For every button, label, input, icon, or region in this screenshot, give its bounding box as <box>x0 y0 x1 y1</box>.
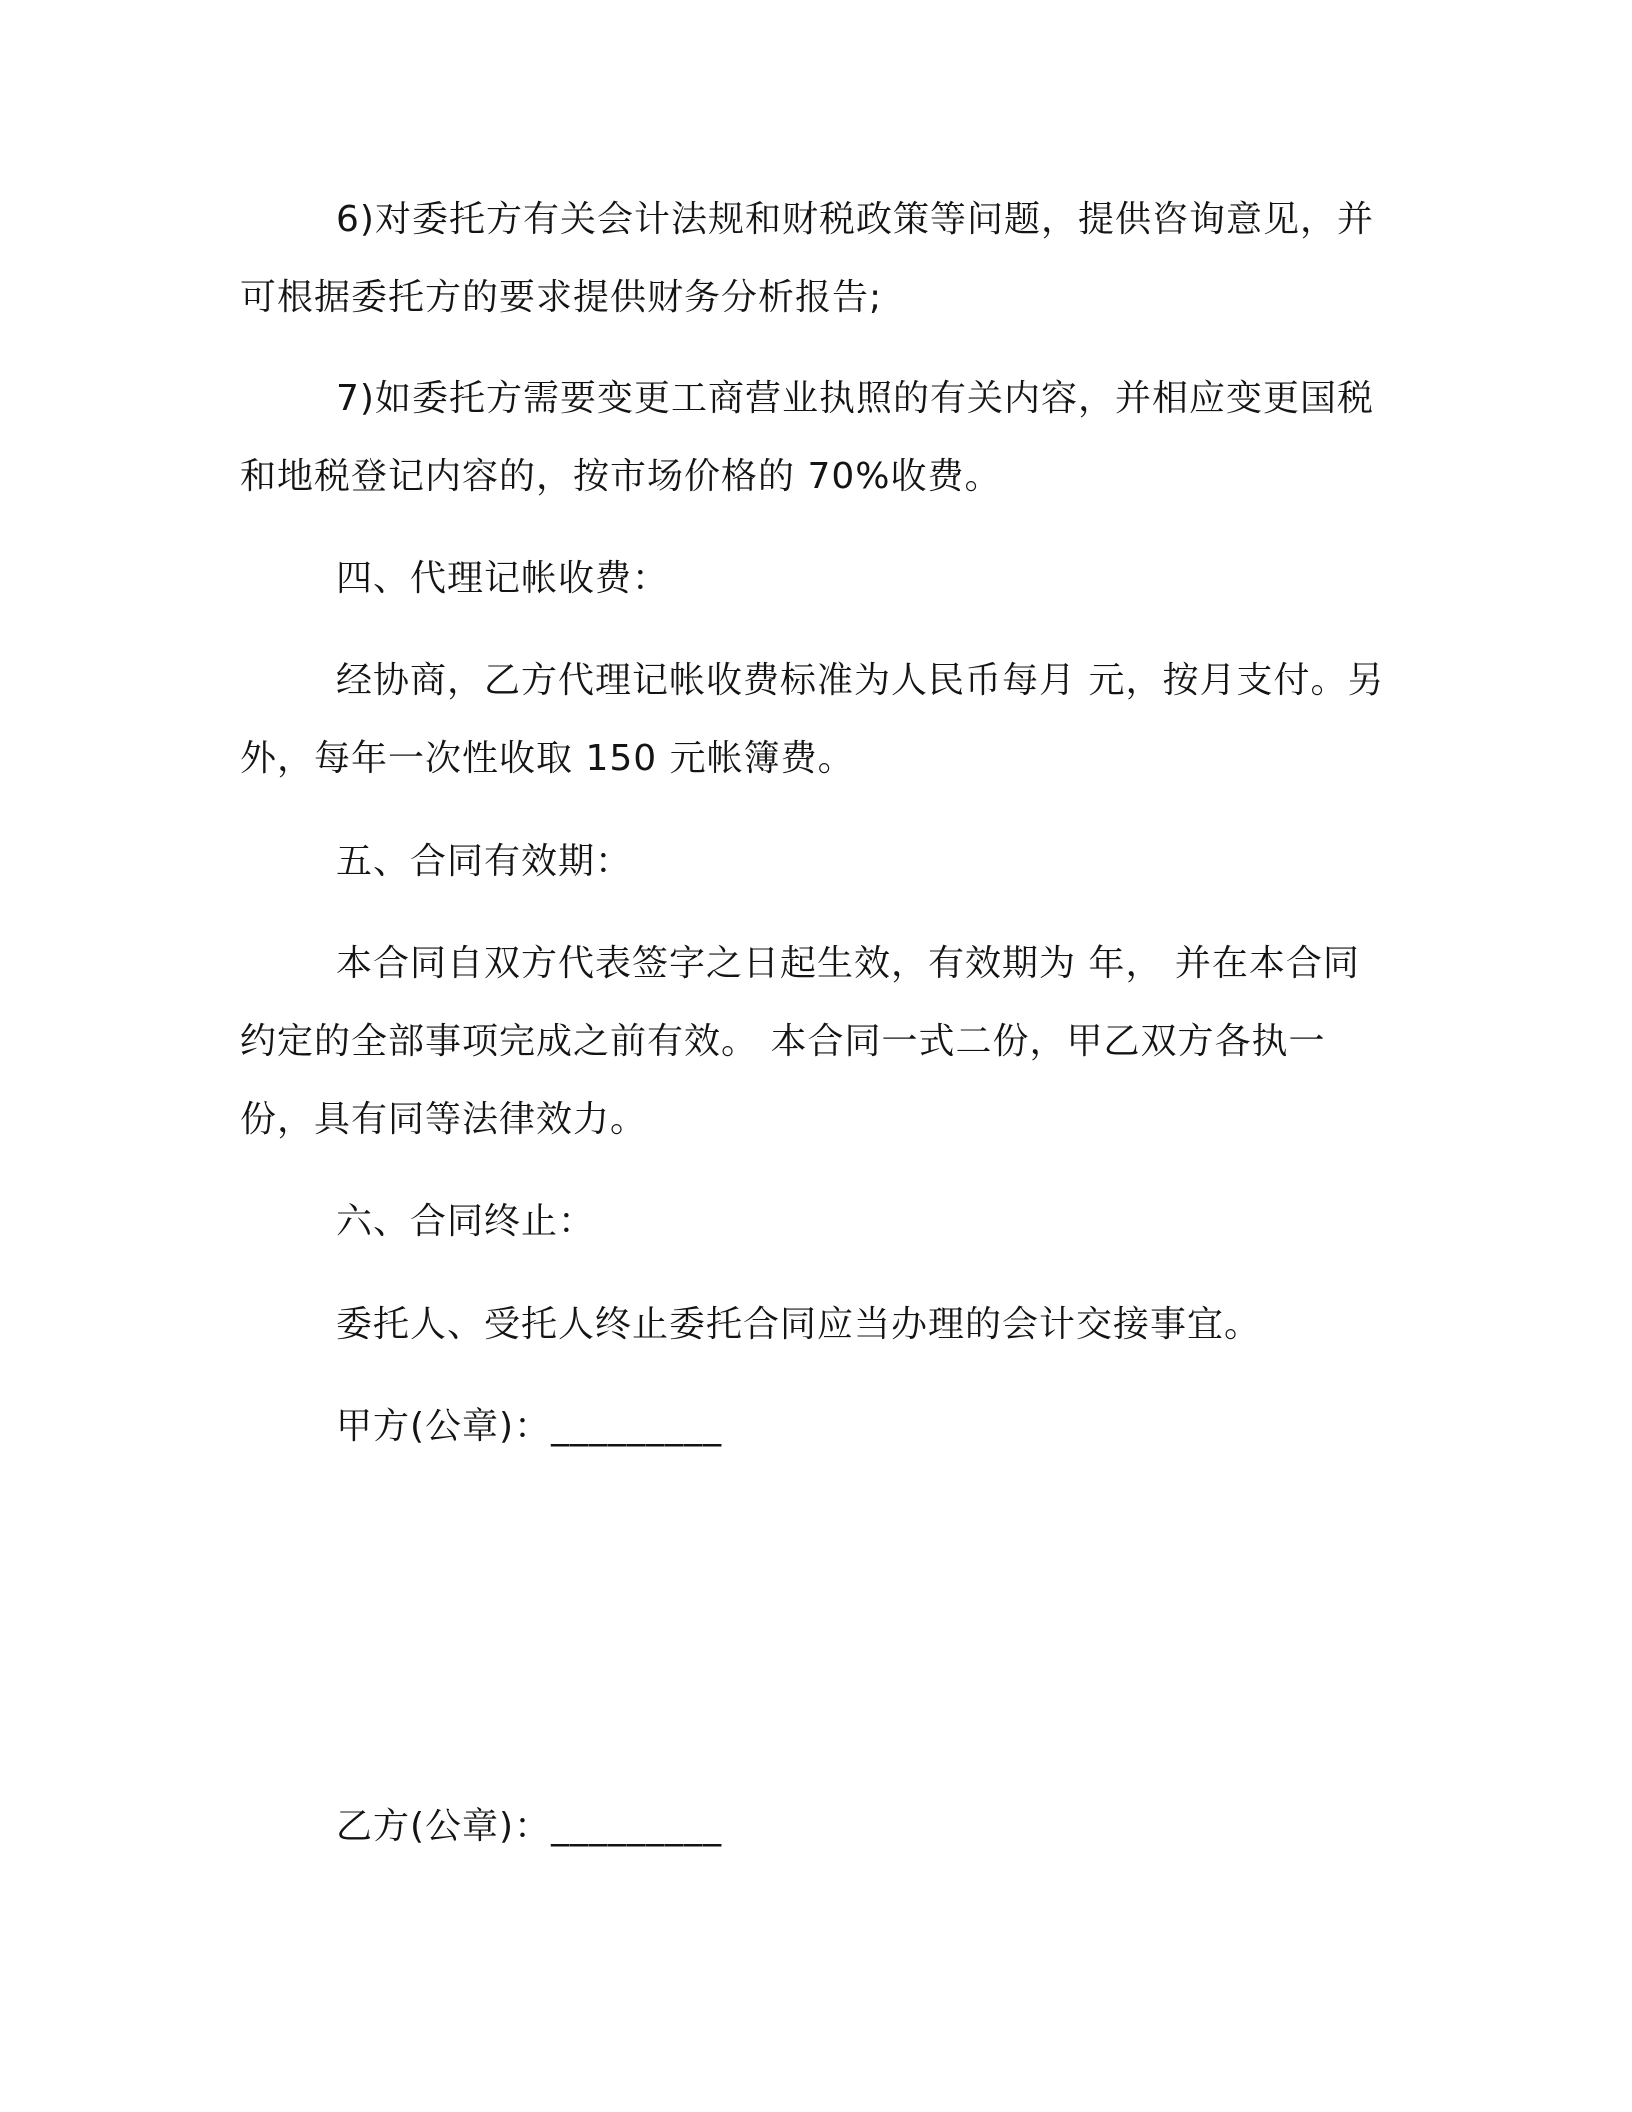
signature-party-b: 乙方(公章)：_________ <box>336 1806 723 1847</box>
fees-paragraph: 经协商，乙方代理记帐收费标准为人民币每月 元，按月支付。另外，每年一次性收取 150 元帐簿费。 <box>240 660 1385 779</box>
validity-paragraph: 本合同自双方代表签字之日起生效，有效期为 年， 并在本合同约定的全部事项完成之前有效。 本合同一式二份，甲乙双方各执一份，具有同等法律效力。 <box>240 943 1360 1140</box>
termination-paragraph: 委托人、受托人终止委托合同应当办理的会计交接事宜。 <box>336 1304 1262 1345</box>
clause-7: 7)如委托方需要变更工商营业执照的有关内容，并相应变更国税和地税登记内容的，按市场价格的 70%收费。 <box>240 378 1374 497</box>
section-heading-fees: 四、代理记帐收费： <box>336 558 670 599</box>
section-heading-validity: 五、合同有效期： <box>336 841 633 882</box>
clause-6: 6)对委托方有关会计法规和财税政策等问题，提供咨询意见，并可根据委托方的要求提供财务分析报告; <box>240 199 1374 318</box>
signature-party-a: 甲方(公章)：_________ <box>336 1406 723 1447</box>
section-heading-termination: 六、合同终止： <box>336 1201 596 1242</box>
